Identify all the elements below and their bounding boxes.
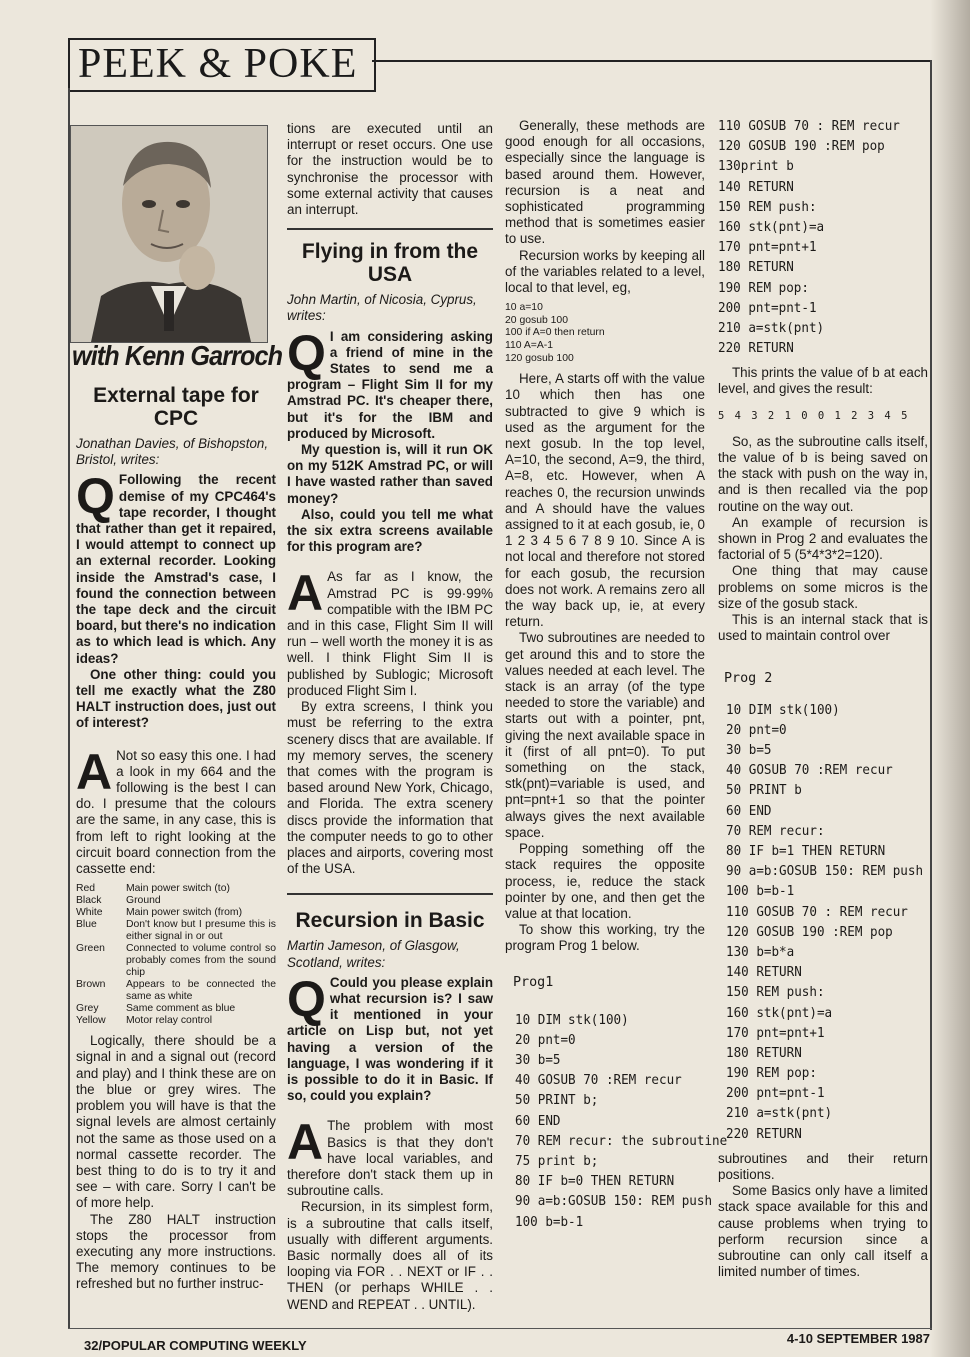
code-line: 200 pnt=pnt-1 xyxy=(726,1086,825,1102)
drop-cap-q: Q xyxy=(287,970,326,1027)
code-line: 130print b xyxy=(718,159,794,175)
code-line: 210 a=stk(pnt) xyxy=(726,1106,833,1122)
answer-paragraph: A The problem with most Basics is that they don't have local variables, and therefore don't stack them up in subroutine calls. xyxy=(287,1114,493,1199)
code-line: 90 a=b:GOSUB 150: REM push xyxy=(726,864,924,880)
body-paragraph: subroutines and their return positions. xyxy=(718,1150,928,1183)
code-line: 70 REM recur: the subroutine xyxy=(515,1133,728,1149)
answer-paragraph: Two subroutines are needed to get around this and to store the values needed at each level. The stack is an array (of the type needed to store the variable) and starts out with a pointer, pnt, giving the next available space in it (first of all pnt=0). To put something on the stack, stk(pnt)=variable is used, and pnt=pnt+1 so that the pointer always gives the next available space. xyxy=(505,630,705,840)
code-line: 130 b=b*a xyxy=(726,944,795,960)
prog1-listing xyxy=(515,1011,728,1233)
code-line: 60 END xyxy=(726,803,772,819)
code-line: 10 DIM stk(100) xyxy=(726,702,840,718)
code-line: 200 pnt=pnt-1 xyxy=(718,300,817,316)
answer-paragraph: Generally, these methods are good enough for all occasions, especially since the language is based around them. However, recursion is a neat and sophisticated programming method that is sometimes easier to use. xyxy=(505,118,705,247)
column-3 xyxy=(505,118,728,1233)
code-line: 190 REM pop: xyxy=(726,1066,817,1082)
question-paragraph: One other thing: could you tell me exactly what the Z80 HALT instruction does, just out of interest? xyxy=(76,666,276,731)
letter-writer: John Martin, of Nicosia, Cyprus, writes: xyxy=(287,292,477,324)
code-line: 220 RETURN xyxy=(726,1126,802,1142)
code-line: 100 if A=0 then return xyxy=(505,327,605,339)
code-line: 40 GOSUB 70 :REM recur xyxy=(515,1073,682,1089)
prog1-listing-continued xyxy=(718,117,915,359)
body-paragraph: This prints the value of b at each level, and gives the result: xyxy=(718,365,928,397)
columnist-photo xyxy=(70,125,268,343)
code-line: 80 IF b=0 THEN RETURN xyxy=(515,1174,675,1190)
program-result: 5 4 3 2 1 0 0 1 2 3 4 5 xyxy=(718,409,910,422)
body-paragraph: One thing that may cause problems on some micros is the size of the gosub stack. xyxy=(718,563,928,611)
body-paragraph: An example of recursion is shown in Prog 2 and evaluates the factorial of 5 (5*4*3*2=120). xyxy=(718,514,928,563)
code-line: 90 a=b:GOSUB 150: REM push xyxy=(515,1194,713,1210)
table-row: Red Main power switch (to) xyxy=(76,883,230,895)
code-line: 170 pnt=pnt+1 xyxy=(718,240,817,256)
page-title: PEEK & POKE xyxy=(78,41,358,87)
code-line: 100 b=b-1 xyxy=(726,884,795,900)
letter-writer: Jonathan Davies, of Bishopston, Bristol, writes: xyxy=(76,436,269,468)
code-line: 110 A=A-1 xyxy=(505,340,554,352)
column-2 xyxy=(287,121,493,1313)
table-row: White Main power switch (from) xyxy=(76,907,243,919)
answer-paragraph: Here, A starts off with the value 10 which then has one subtracted to give 9 which is used as the argument for the next gosub. In the top level, A=10, the second, A=9, the third, A=8, etc. However, when A reaches 0, the recursion unwinds and A should have the values assigned to it at each gosub, ie, 0 1 2 3 4 5 6 7 8 9 10. Since A is not local and therefore not stored for each gosub, the recursion does not work. A remains zero all the way back up, ie, at every return. xyxy=(505,371,705,630)
answer-paragraph: Popping something off the stack requires the opposite process, ie, reduce the stack pointer by one, and then get the value at that location. xyxy=(505,841,705,921)
answer-paragraph: A Not so easy this one. I had a look in my 664 and the following is the best I can do. I presume that the colours are the same, in any case, this is from left to right looking at the circuit board connection from the cassette end: xyxy=(76,743,276,877)
code-line: 40 GOSUB 70 :REM recur xyxy=(726,763,893,779)
drop-cap-q: Q xyxy=(287,324,326,381)
table-row: Brown Appears to be connected the same as white xyxy=(76,979,276,1003)
code-line: 10 a=10 xyxy=(505,302,543,314)
code-line: 20 pnt=0 xyxy=(515,1032,576,1048)
code-line: 220 RETURN xyxy=(718,341,794,357)
table-row: Blue Don't know but I presume this is either signal in or out xyxy=(76,919,276,943)
question-paragraph: Q Could you please explain what recursion is? I saw it mentioned in your article on Lisp but, not yet having a version of the language, I was wondering if it is possible to do it in Basic. If so, could you explain? xyxy=(287,970,493,1104)
body-paragraph: Some Basics only have a limited stack space available for this and cause problems when trying to perform recursion since a subroutine can only call itself a limited number of times. xyxy=(718,1183,928,1280)
answer-paragraph: By extra screens, I think you must be referring to the extra scenery discs that are available. If my memory serves, the scenery that comes with the program is based around New York, Chicago, and Florida. The extra scenery discs provide the information that the computer needs to go to other places and airports, covering most of the USA. xyxy=(287,699,493,877)
code-line: 160 stk(pnt)=a xyxy=(726,1005,833,1021)
bottom-rule xyxy=(68,1328,932,1329)
code-line: 80 IF b=1 THEN RETURN xyxy=(726,844,886,860)
code-line: 140 RETURN xyxy=(718,179,794,195)
prog1-label: Prog1 xyxy=(513,974,554,990)
code-line: 110 GOSUB 70 : REM recur xyxy=(726,904,908,920)
code-line: 30 b=5 xyxy=(515,1053,561,1069)
article-headline-flying: Flying in from the USA xyxy=(301,240,479,287)
right-rule xyxy=(930,60,932,1330)
table-row: Grey Same comment as blue xyxy=(76,1003,236,1015)
code-line: 140 RETURN xyxy=(726,965,802,981)
code-line: 20 gosub 100 xyxy=(505,314,568,326)
answer-paragraph: The Z80 HALT instruction stops the processor from executing any more instructions. The memory continues to be refreshed but no further instruc- xyxy=(76,1211,276,1292)
column-1 xyxy=(76,384,276,1293)
code-line: 50 PRINT b xyxy=(726,783,802,799)
code-line: 150 REM push: xyxy=(726,985,825,1001)
code-line: 180 RETURN xyxy=(718,260,794,276)
wire-colour-table xyxy=(76,883,276,1027)
code-line: 70 REM recur: xyxy=(726,823,825,839)
code-line: 120 gosub 100 xyxy=(505,352,574,364)
answer-paragraph: A As far as I know, the Amstrad PC is 99·99% compatible with the IBM PC and in this case, Flight Sim II will run – well worth the money it is as well. I think Flight Sim II is published by Sublogic; Microsoft produced Flight Sim I. xyxy=(287,565,493,698)
column-4 xyxy=(718,117,928,1280)
code-line: 60 END xyxy=(515,1113,561,1129)
code-line: 120 GOSUB 190 :REM pop xyxy=(718,139,885,155)
article-headline-external-tape: External tape for CPC xyxy=(93,384,259,430)
example-code xyxy=(505,302,705,365)
drop-cap-a: A xyxy=(287,565,324,622)
body-paragraph: So, as the subroutine calls itself, the value of b is being saved on the stack with push on the way in, and is then recalled via the pop routine on the way out. xyxy=(718,433,928,514)
code-line: 100 b=b-1 xyxy=(515,1214,584,1230)
body-paragraph: This is an internal stack that is used to maintain control over xyxy=(718,612,928,644)
answer-paragraph: Recursion, in its simplest form, is a subroutine that calls itself, usually with different arguments. Basic normally does all of its looping via FOR . . NEXT or IF . . THEN (or perhaps WHILE . . WEND and REPEAT . . UNTIL). xyxy=(287,1199,493,1312)
code-line: 110 GOSUB 70 : REM recur xyxy=(718,119,900,134)
letter-writer: Martin Jameson, of Glasgow, Scotland, writes: xyxy=(287,938,460,970)
code-line: 170 pnt=pnt+1 xyxy=(726,1025,825,1041)
columnist-byline: with Kenn Garroch xyxy=(72,340,283,371)
article-separator xyxy=(287,228,493,230)
article-headline-recursion: Recursion in Basic xyxy=(295,909,485,933)
code-line: 210 a=stk(pnt) xyxy=(718,320,825,336)
answer-paragraph: Recursion works by keeping all of the variables related to a level, local to that level, eg, xyxy=(505,247,705,296)
answer-paragraph: To show this working, try the program Prog 1 below. xyxy=(505,922,705,954)
page-edge-shadow xyxy=(930,0,970,1357)
top-rule xyxy=(372,60,932,62)
code-line: 75 print b; xyxy=(515,1154,599,1170)
code-line: 180 RETURN xyxy=(726,1045,802,1061)
code-line: 20 pnt=0 xyxy=(726,722,787,738)
code-line: 50 PRINT b; xyxy=(515,1093,599,1109)
answer-paragraph: Logically, there should be a signal in and a signal out (record and play) and I think these are on the blue or grey wires. The problem you will have is that the signal levels are almost certainly not the same as those used on a normal cassette recorder. The best thing to do is to try it and see – with care. Sorry I can't be of more help. xyxy=(76,1033,276,1211)
code-line: 150 REM push: xyxy=(718,199,817,215)
footer-page-info: 32/POPULAR COMPUTING WEEKLY xyxy=(84,1338,307,1353)
code-line: 190 REM pop: xyxy=(718,280,809,296)
drop-cap-a: A xyxy=(287,1114,324,1171)
prog2-listing xyxy=(726,701,924,1145)
answer-continuation: tions are executed until an interrupt or reset occurs. One use for the instruction would be to synchronise the processor with some external activity that causes an interrupt. xyxy=(287,121,493,218)
question-paragraph: My question is, will it run OK on my 512K Amstrad PC, or will I have wasted rather than saved money? xyxy=(287,442,493,506)
prog2-label: Prog 2 xyxy=(724,670,773,686)
drop-cap-a: A xyxy=(76,743,113,800)
code-line: 10 DIM stk(100) xyxy=(515,1012,629,1028)
question-paragraph: Q I am considering asking a friend of mine in the States to send me a program – Flight Sim II for my Amstrad PC. It's cheaper there, but it's for the IBM and produced by Microsoft. xyxy=(287,324,493,441)
article-separator xyxy=(287,893,493,895)
code-line: 160 stk(pnt)=a xyxy=(718,219,825,235)
footer-date: 4-10 SEPTEMBER 1987 xyxy=(786,1331,930,1346)
code-line: 120 GOSUB 190 :REM pop xyxy=(726,924,893,940)
drop-cap-q: Q xyxy=(76,468,115,525)
question-paragraph: Also, could you tell me what the six extra screens available for this program are? xyxy=(287,506,493,555)
table-row: Yellow Motor relay control xyxy=(76,1015,213,1027)
question-paragraph: Q Following the recent demise of my CPC464's tape recorder, I thought that rather than get it repaired, I would attempt to connect up an external recorder. Looking inside the Amstrad's case, I found the connection between the tape deck and the circuit board, but there's no indication as to which lead is which. Any ideas? xyxy=(76,468,276,666)
table-row: Black Ground xyxy=(76,895,161,907)
table-row: Green Connected to volume control so probably comes from the sound chip xyxy=(76,943,276,979)
code-line: 30 b=5 xyxy=(726,743,772,759)
